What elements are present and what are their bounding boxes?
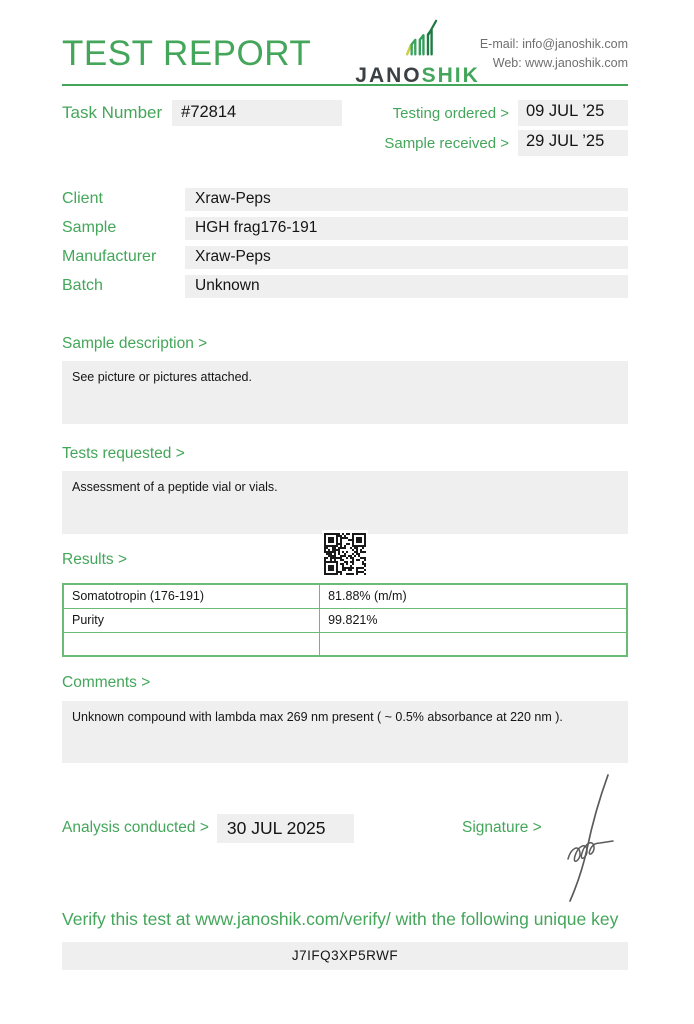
email-line: E-mail: info@janoshik.com [479, 36, 628, 51]
info-row-batch [62, 275, 628, 298]
table-row [63, 608, 627, 632]
batch-label: Batch [62, 277, 103, 294]
client-value: Xraw-Peps [185, 188, 628, 211]
info-row-manufacturer [62, 246, 628, 269]
comments-box: Unknown compound with lambda max 269 nm present ( ~ 0.5% absorbance at 220 nm ). [62, 701, 628, 763]
testing-ordered-label: Testing ordered > [392, 104, 509, 122]
result-value [320, 632, 627, 656]
sample-info-section [62, 188, 628, 298]
table-row [63, 632, 627, 656]
logo-wordmark: JANOSHIK [355, 63, 480, 87]
header [62, 0, 628, 87]
analysis-conducted-label: Analysis conducted > [62, 819, 209, 836]
task-number-label: Task Number [62, 103, 163, 122]
comments-heading: Comments > [62, 674, 151, 691]
info-row-client [62, 188, 628, 211]
tests-requested-heading: Tests requested > [62, 445, 185, 462]
sample-value: HGH frag176-191 [185, 217, 628, 240]
header-divider [62, 84, 628, 86]
batch-value: Unknown [185, 275, 628, 298]
janoshik-logo [355, 17, 480, 86]
page-title: TEST REPORT [62, 34, 312, 73]
table-row [63, 584, 627, 608]
sample-received-label: Sample received > [384, 134, 509, 152]
results-section [62, 550, 628, 657]
result-name: Somatotropin (176-191) [63, 584, 320, 608]
verify-instruction: Verify this test at www.janoshik.com/verify/ with the following unique key [62, 909, 619, 929]
analysis-date: 30 JUL 2025 [217, 814, 354, 843]
result-name [63, 632, 320, 656]
growth-chart-icon [389, 17, 447, 64]
unique-key: J7IFQ3XP5RWF [62, 942, 628, 970]
client-label: Client [62, 190, 103, 207]
sample-received-date: 29 JUL ’25 [518, 130, 628, 156]
results-heading: Results > [62, 551, 128, 568]
contact-info [480, 35, 628, 74]
result-name: Purity [63, 608, 320, 632]
sample-label: Sample [62, 219, 117, 236]
signature-label: Signature > [462, 819, 542, 836]
task-number-value: #72814 [172, 100, 342, 126]
task-section [62, 100, 628, 160]
qr-code [322, 530, 368, 578]
result-value: 81.88% (m/m) [320, 584, 627, 608]
analysis-signature-row [62, 811, 628, 845]
testing-ordered-date: 09 JUL ’25 [518, 100, 628, 126]
sample-description-heading: Sample description > [62, 335, 208, 352]
tests-requested-box: Assessment of a peptide vial or vials. [62, 471, 628, 534]
manufacturer-value: Xraw-Peps [185, 246, 628, 269]
sample-description-box: See picture or pictures attached. [62, 361, 628, 424]
info-row-sample [62, 217, 628, 240]
web-line: Web: www.janoshik.com [492, 56, 628, 70]
result-value: 99.821% [320, 608, 627, 632]
results-table [62, 583, 628, 657]
manufacturer-label: Manufacturer [62, 248, 157, 265]
signature-scribble [542, 771, 628, 908]
